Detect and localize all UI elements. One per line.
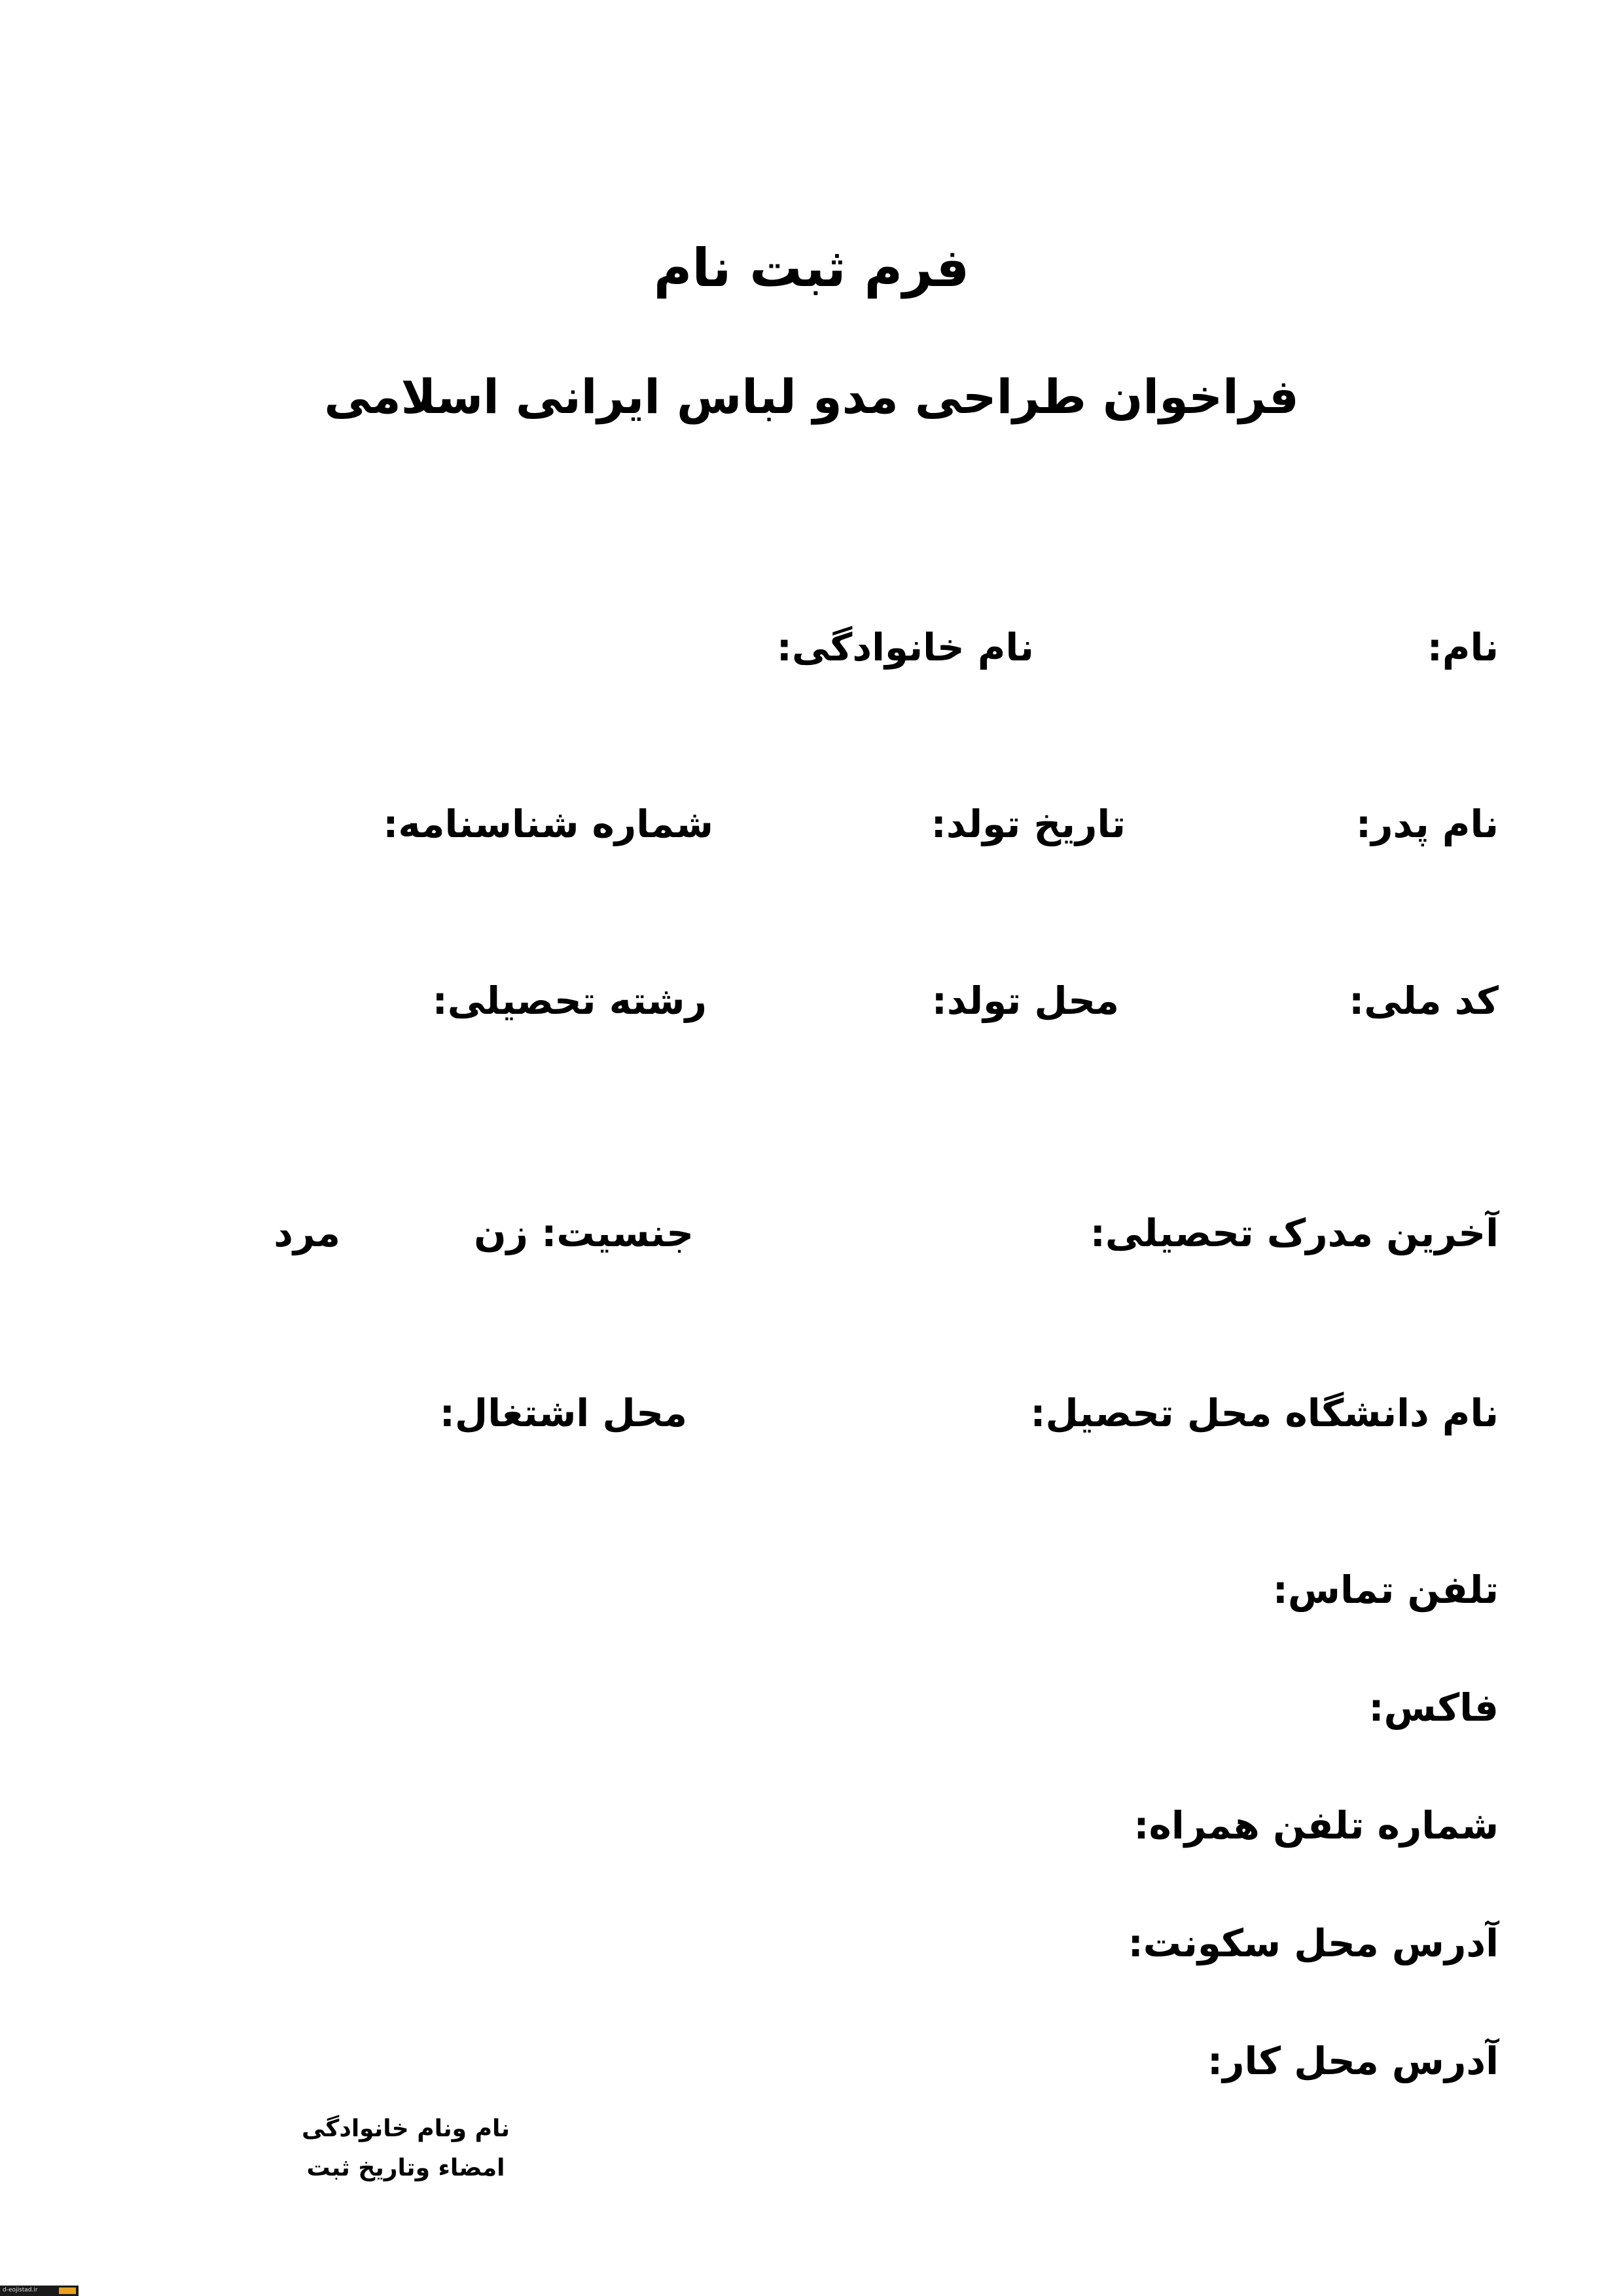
fax-label: فاکس: bbox=[1368, 1685, 1499, 1730]
watermark-text: d-eojistad.ir bbox=[3, 2287, 38, 2293]
last-name-label: نام خانوادگی: bbox=[776, 625, 1034, 670]
university-label: نام دانشگاه محل تحصیل: bbox=[1030, 1391, 1499, 1435]
signature-date-line: امضاء وتاریخ ثبت bbox=[306, 2155, 505, 2181]
gender-male-option: مرد bbox=[274, 1211, 340, 1255]
watermark-accent bbox=[59, 2287, 76, 2294]
national-code-label: کد ملی: bbox=[1349, 978, 1499, 1023]
signature-name-line: نام ونام خانوادگی bbox=[301, 2115, 510, 2142]
form-title: فرم ثبت نام bbox=[653, 238, 970, 298]
first-name-label: نام: bbox=[1427, 625, 1499, 670]
field-of-study-label: رشته تحصیلی: bbox=[432, 978, 707, 1023]
birth-date-label: تاریخ تولد: bbox=[931, 802, 1126, 846]
birth-place-label: محل تولد: bbox=[931, 978, 1119, 1023]
last-degree-label: آخرین مدرک تحصیلی: bbox=[1090, 1211, 1499, 1255]
work-address-label: آدرس محل کار: bbox=[1207, 2039, 1499, 2083]
site-watermark-badge bbox=[0, 2286, 79, 2296]
workplace-label: محل اشتغال: bbox=[439, 1391, 687, 1435]
id-number-label: شماره شناسنامه: bbox=[383, 802, 713, 846]
mobile-label: شماره تلفن همراه: bbox=[1133, 1803, 1499, 1848]
phone-label: تلفن تماس: bbox=[1272, 1568, 1499, 1612]
home-address-label: آدرس محل سکونت: bbox=[1128, 1921, 1499, 1965]
form-subtitle: فراخوان طراحی مدو لباس ایرانی اسلامی bbox=[324, 369, 1299, 424]
father-name-label: نام پدر: bbox=[1355, 802, 1499, 846]
gender-label: جنسیت: زن bbox=[474, 1211, 694, 1255]
